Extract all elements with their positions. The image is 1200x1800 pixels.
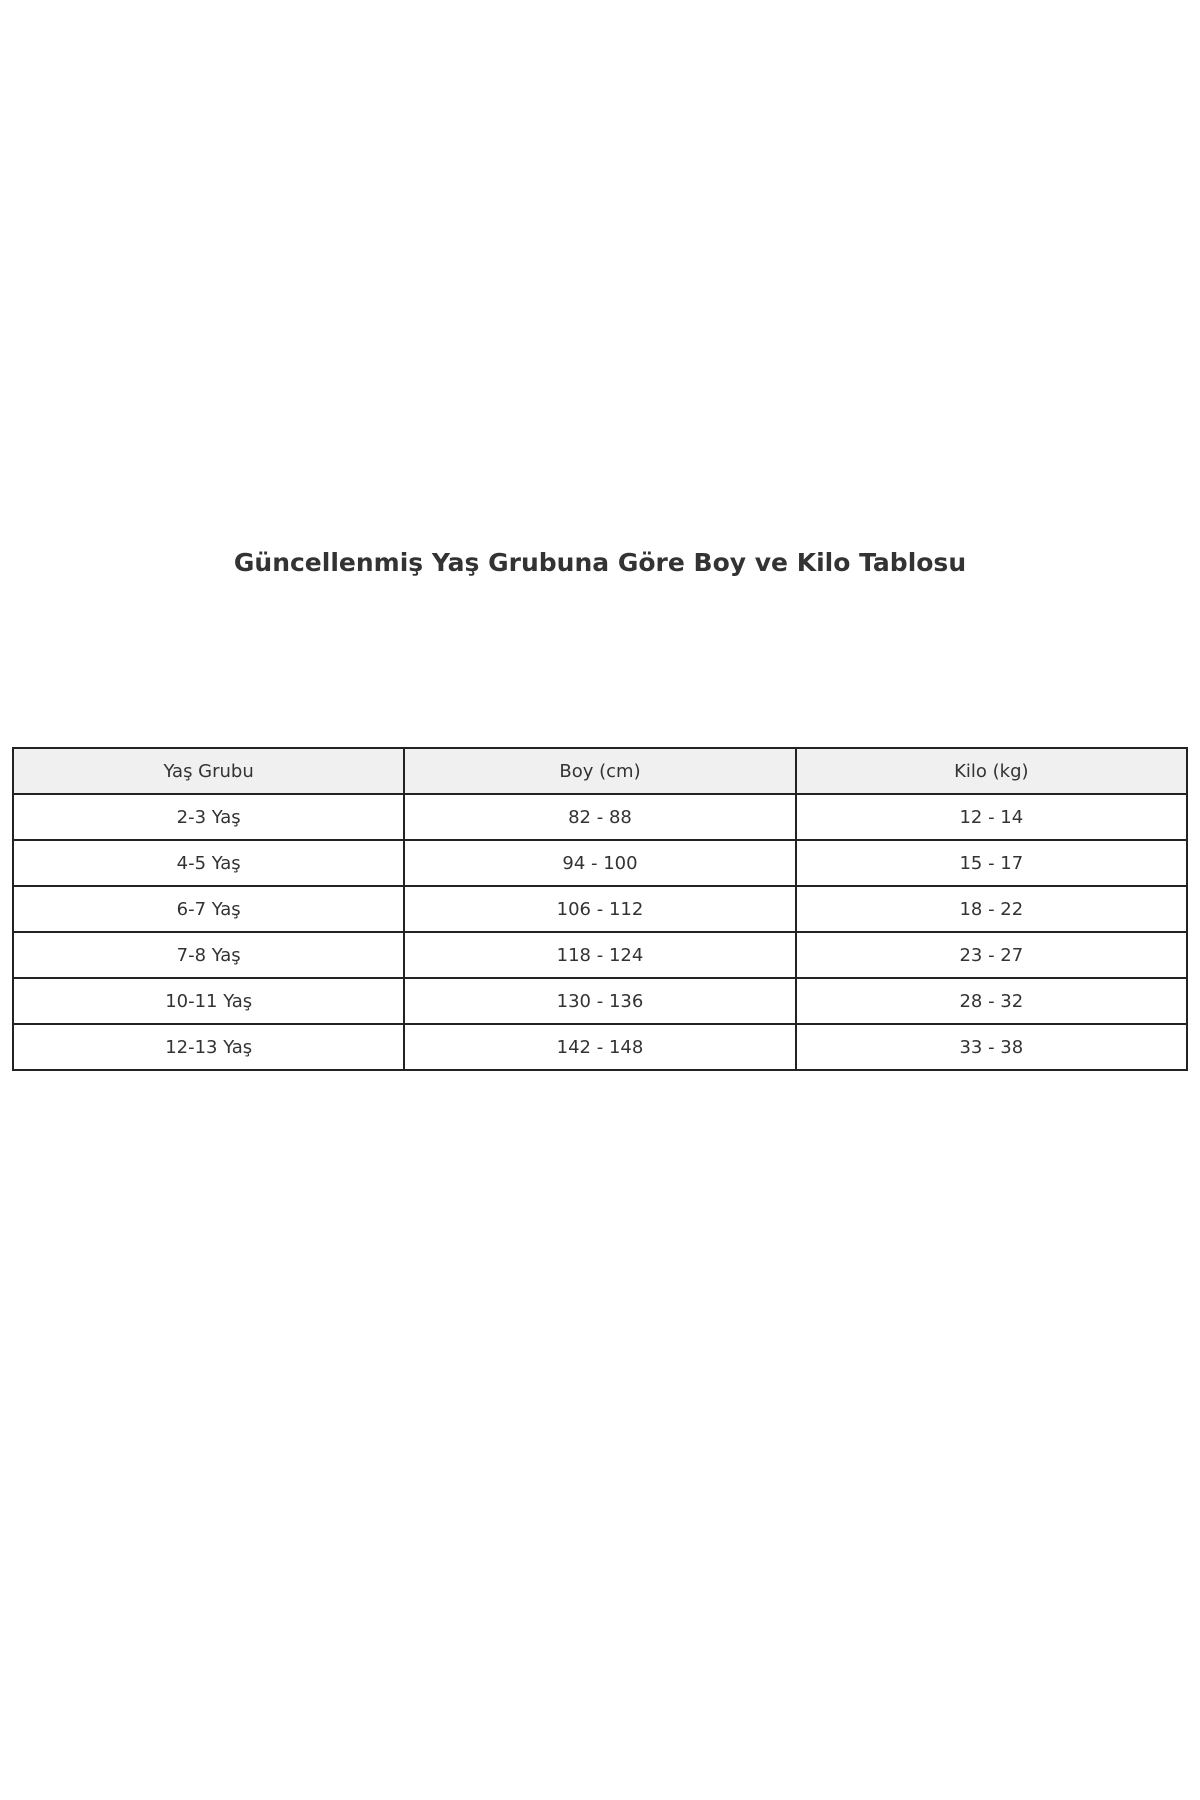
header-row bbox=[13, 748, 1187, 794]
column-header-height: Boy (cm) bbox=[404, 748, 795, 794]
table-row bbox=[13, 794, 1187, 840]
age-group-cell: 4-5 Yaş bbox=[13, 840, 404, 886]
height-cell: 130 - 136 bbox=[404, 978, 795, 1024]
age-group-cell: 2-3 Yaş bbox=[13, 794, 404, 840]
height-weight-table bbox=[12, 747, 1188, 1071]
age-group-cell: 6-7 Yaş bbox=[13, 886, 404, 932]
height-cell: 94 - 100 bbox=[404, 840, 795, 886]
table-row bbox=[13, 978, 1187, 1024]
age-group-cell: 7-8 Yaş bbox=[13, 932, 404, 978]
table-row bbox=[13, 1024, 1187, 1070]
weight-cell: 23 - 27 bbox=[796, 932, 1187, 978]
height-cell: 118 - 124 bbox=[404, 932, 795, 978]
weight-cell: 33 - 38 bbox=[796, 1024, 1187, 1070]
table-row bbox=[13, 932, 1187, 978]
weight-cell: 18 - 22 bbox=[796, 886, 1187, 932]
chart-title: Güncellenmiş Yaş Grubuna Göre Boy ve Kilo Tablosu bbox=[233, 548, 967, 577]
weight-cell: 12 - 14 bbox=[796, 794, 1187, 840]
table-body bbox=[13, 794, 1187, 1070]
table-row bbox=[13, 886, 1187, 932]
age-group-cell: 12-13 Yaş bbox=[13, 1024, 404, 1070]
table-header bbox=[13, 748, 1187, 794]
column-header-weight: Kilo (kg) bbox=[796, 748, 1187, 794]
height-cell: 82 - 88 bbox=[404, 794, 795, 840]
height-cell: 106 - 112 bbox=[404, 886, 795, 932]
height-cell: 142 - 148 bbox=[404, 1024, 795, 1070]
age-group-cell: 10-11 Yaş bbox=[13, 978, 404, 1024]
column-header-age-group: Yaş Grubu bbox=[13, 748, 404, 794]
weight-cell: 28 - 32 bbox=[796, 978, 1187, 1024]
weight-cell: 15 - 17 bbox=[796, 840, 1187, 886]
size-table-container bbox=[12, 747, 1188, 1071]
table-row bbox=[13, 840, 1187, 886]
